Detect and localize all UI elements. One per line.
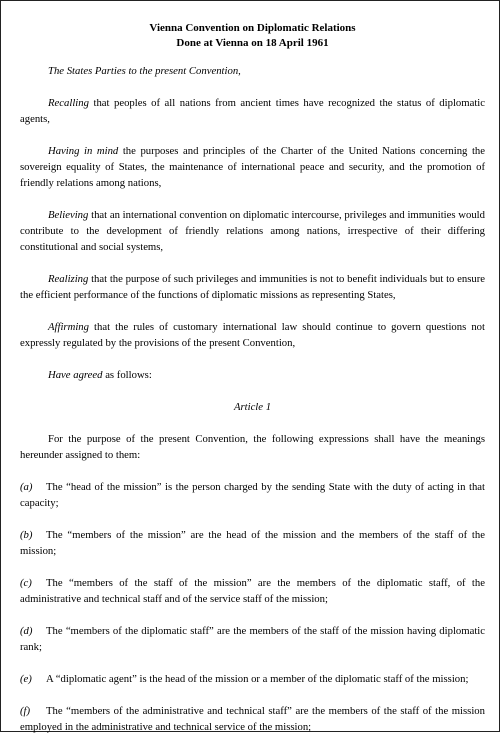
preamble-intro: The States Parties to the present Convention, [48, 65, 241, 77]
article-intro: For the purpose of the present Convention, the following expressions shall have the meanings hereunder assigned to them: [20, 433, 485, 461]
definition-c [20, 575, 485, 607]
preamble-lead: Realizing [48, 273, 89, 285]
preamble-text: the purposes and principles of the Charter of the United Nations concerning the sovereign equality of States, the maintenance of international peace and security, and the promotion of friendly relations among nations, [20, 145, 486, 189]
preamble-text: that peoples of all nations from ancient times have recognized the status of diplomatic agents, [20, 97, 485, 125]
preamble-lead: Have agreed [48, 369, 103, 381]
article-heading: Article 1 [233, 401, 272, 413]
definition-text: The “members of the diplomatic staff” are the members of the staff of the mission having diplomatic rank; [20, 625, 485, 653]
preamble-paragraph-affirming [20, 319, 485, 351]
preamble-text: as follows: [102, 369, 152, 381]
definition-letter: (f) [20, 705, 31, 717]
document-header [20, 21, 485, 51]
definition-letter: (e) [20, 673, 32, 685]
definition-text: A “diplomatic agent” is the head of the mission or a member of the diplomatic staff of the mission; [46, 673, 469, 685]
preamble-lead: Recalling [48, 97, 89, 109]
preamble-lead: Affirming [48, 321, 89, 333]
definition-letter: (c) [20, 577, 32, 589]
preamble-paragraph-having-in-mind [20, 143, 485, 191]
definition-text: The “members of the mission” are the head of the mission and the members of the staff of the mission; [20, 529, 485, 557]
definition-a [20, 479, 485, 511]
definition-text: The “members of the staff of the mission” are the members of the diplomatic staff, of the administrative and technical staff and of the service staff of the mission; [20, 577, 485, 605]
preamble-text: that the rules of customary international law should continue to govern questions not expressly regulated by the provisions of the present Convention, [20, 321, 485, 349]
preamble-lead: Believing [48, 209, 89, 221]
preamble-text: that an international convention on diplomatic intercourse, privileges and immunities would contribute to the development of friendly relations among nations, irrespective of their differing constitutional and social systems, [20, 209, 485, 253]
document-subtitle: Done at Vienna on 18 April 1961 [176, 37, 329, 49]
definition-b [20, 527, 485, 559]
definition-text: The “head of the mission” is the person charged by the sending State with the duty of acting in that capacity; [20, 481, 485, 509]
preamble-lead: Having in mind [48, 145, 119, 157]
definition-e [20, 671, 485, 687]
definition-letter: (b) [20, 529, 33, 541]
preamble-paragraph-believing [20, 207, 485, 255]
definition-letter: (d) [20, 625, 33, 637]
preamble-paragraph-have-agreed [20, 367, 485, 383]
definition-letter: (a) [20, 481, 33, 493]
preamble-paragraph-recalling [20, 95, 485, 127]
definition-text: The “members of the administrative and technical staff” are the members of the staff of the mission employed in the administrative and technical service of the mission; [20, 705, 485, 733]
definition-f [20, 703, 485, 735]
document-title: Vienna Convention on Diplomatic Relations [149, 22, 356, 34]
preamble-paragraph-realizing [20, 271, 485, 303]
preamble-text: that the purpose of such privileges and immunities is not to benefit individuals but to ensure the efficient performance of the functions of diplomatic missions as representing States, [20, 273, 485, 301]
definition-d [20, 623, 485, 655]
